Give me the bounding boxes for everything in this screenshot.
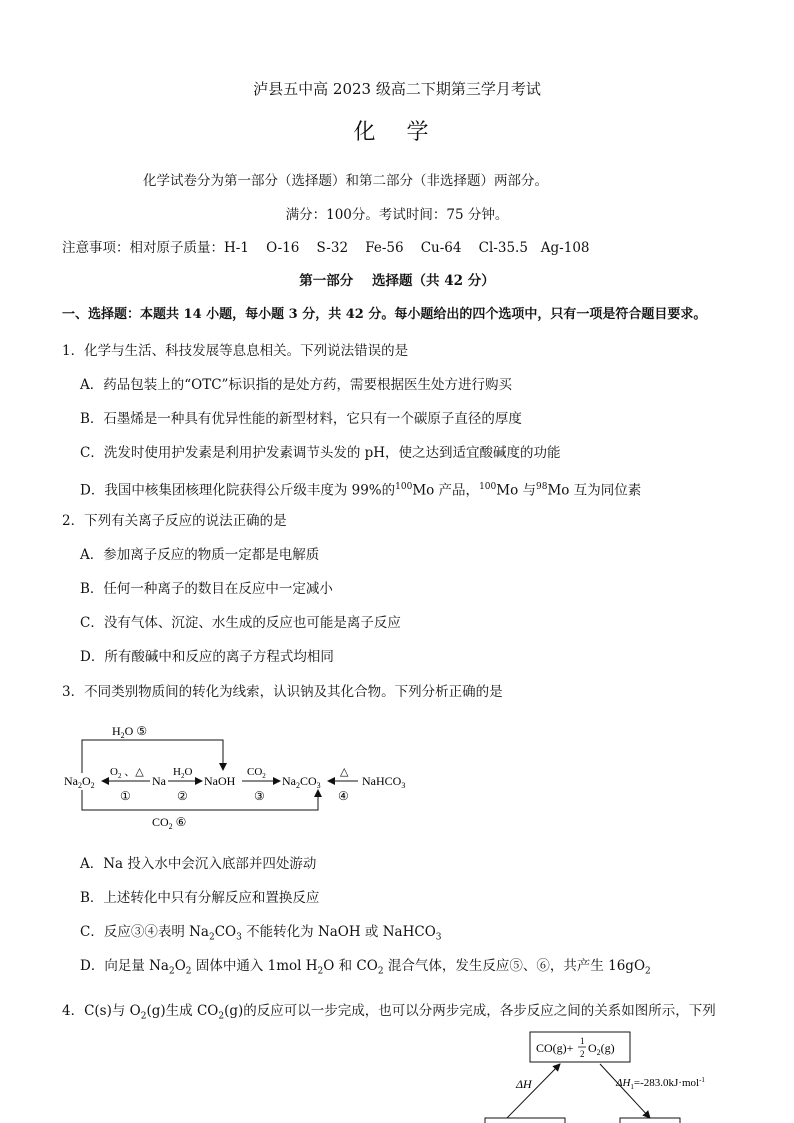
q4-stem [62,1002,716,1026]
enthalpy-diagram [470,1028,770,1123]
q1-d-pre: D．我国中核集团核理化院获得公斤级丰度为 99%的 [80,482,396,499]
box-co-o2-frac-num: 1 [580,1036,585,1046]
dh1-label: $\Delta H_1=-283.0kJ\cdot mol^{-1}$ [616,1076,705,1091]
q3-d-mid2: 固体中通入 1mol H [191,958,318,974]
part1-title: 第一部分 选择题（共 42 分） [299,273,495,289]
part1-instruction: 一、选择题：本题共 14 小题，每小题 3 分，共 42 分。每小题给出的四个选项中，只有一项是符合题目要求。 [62,307,707,322]
q4-stem-end: (g)的反应可以一步完成，也可以分两步完成，各步反应之间的关系如图所示，下列 [224,1003,716,1019]
q3-c-mid: CO [214,924,237,940]
q3-c-sub2: 3 [236,932,242,943]
r3-label: $CO_2$ [247,766,266,780]
q3-d-pre: D．向足量 Na [80,958,169,974]
q3-option-a: A．Na 投入水中会沉入底部并四处游动 [80,856,317,872]
q1-d-mid2: Mo 与 [496,482,536,499]
species-na2co3: $Na_2CO_3$ [282,774,321,790]
r3-num: ③ [254,789,265,803]
q1-d-sup2: 100 [479,482,497,492]
species-na2o2: $Na_2O_2$ [64,774,95,790]
subject-title: 化 学 [353,120,441,145]
r1-num: ① [120,789,131,803]
r5-label: $H_2O$ ⑤ [112,724,148,740]
q1-d-sup1: 100 [395,482,413,492]
r1-label: $O_2$ 、△ [110,766,144,780]
q1-d-end: Mo 互为同位素 [547,482,642,499]
dh-left-label: ΔH [516,1077,532,1091]
q3-d-sub2: 2 [185,966,192,977]
q1-option-a: A．药品包装上的“OTC”标识指的是处方药，需要根据医生处方进行购买 [80,377,512,393]
q3-d-sub3: 2 [317,966,324,977]
q1-d-sup3: 98 [536,482,548,492]
arrow-r6 [82,790,318,810]
r4-num: ④ [338,789,349,803]
q2-stem: 2．下列有关离子反应的说法正确的是 [62,513,287,529]
q3-c-sub3: 3 [435,932,442,943]
q3-stem: 3．不同类别物质间的转化为线索，认识钠及其化合物。下列分析正确的是 [62,684,503,700]
exam-intro: 化学试卷分为第一部分（选择题）和第二部分（非选择题）两部分。 [143,173,548,189]
q3-c-sub: 2 [208,932,215,943]
q4-stem-sub1: 2 [140,1011,147,1022]
q3-c-pre: C．反应③④表明 Na [80,924,209,940]
arrow-dh [505,1064,560,1120]
q3-c-end: 不能转化为 NaOH 或 NaHCO [241,924,436,940]
box-bottom-right [620,1118,680,1123]
box-bottom-left [485,1118,565,1123]
box-co-o2-text: CO(g)+ [536,1041,574,1055]
q3-d-mid1: O [174,958,186,974]
q3-option-b: B．上述转化中只有分解反应和置换反应 [80,890,320,906]
r6-label: $CO_2$ ⑥ [152,815,187,831]
notes: 注意事项：相对原子质量：H-1 O-16 S-32 Fe-56 Cu-64 Cl-35.5 Ag-108 [62,240,590,256]
q3-d-sub1: 2 [168,966,175,977]
r2-num: ② [177,789,188,803]
q1-option-d [80,478,641,500]
q3-option-c [80,923,442,947]
q4-stem-sub2: 2 [218,1011,225,1022]
sodium-conversion-diagram [60,718,430,833]
species-na: Na [152,774,166,788]
r2-label: $H_2O$ [173,766,193,780]
exam-title: 泸县五中高 2023 级高二下期第三学月考试 [253,80,541,98]
q2-option-b: B．任何一种离子的数目在反应中一定减小 [80,581,333,597]
q1-option-c: C．洗发时使用护发素是利用护发素调节头发的 pH，使之达到适宜酸碱度的功能 [80,445,561,461]
q1-stem: 1．化学与生活、科技发展等息息相关。下列说法错误的是 [62,343,409,359]
q3-option-d [80,957,651,981]
arrow-dh1 [600,1064,650,1118]
q3-d-end: 混合气体，发生反应⑤、⑥，共产生 16gO [383,958,646,974]
q3-d-sub5: 2 [645,966,651,977]
arrow-r5 [82,740,223,773]
species-naoh: NaOH [204,774,236,788]
q4-stem-pre: 4．C(s)与 O [62,1003,141,1019]
r4-label: △ [340,766,349,778]
q1-d-mid1: Mo 产品， [412,482,480,499]
q4-stem-mid: (g)生成 CO [146,1003,219,1019]
species-nahco3: NaHCO$_3$ [362,774,406,790]
q1-option-b: B．石墨烯是一种具有优异性能的新型材料，它只有一个碳原子直径的厚度 [80,411,522,427]
q2-option-c: C．没有气体、沉淀、水生成的反应也可能是离子反应 [80,615,401,631]
q3-d-mid3: O 和 CO [323,958,378,974]
q3-d-sub4: 2 [377,966,384,977]
q2-option-d: D．所有酸碱中和反应的离子方程式均相同 [80,649,334,665]
score-time: 满分：100分。考试时间：75 分钟。 [285,207,509,223]
box-co-o2-frac-den: 2 [580,1049,585,1059]
q2-option-a: A．参加离子反应的物质一定都是电解质 [80,547,320,563]
box-co-o2-o2: $O_2(g)$ [588,1041,615,1057]
